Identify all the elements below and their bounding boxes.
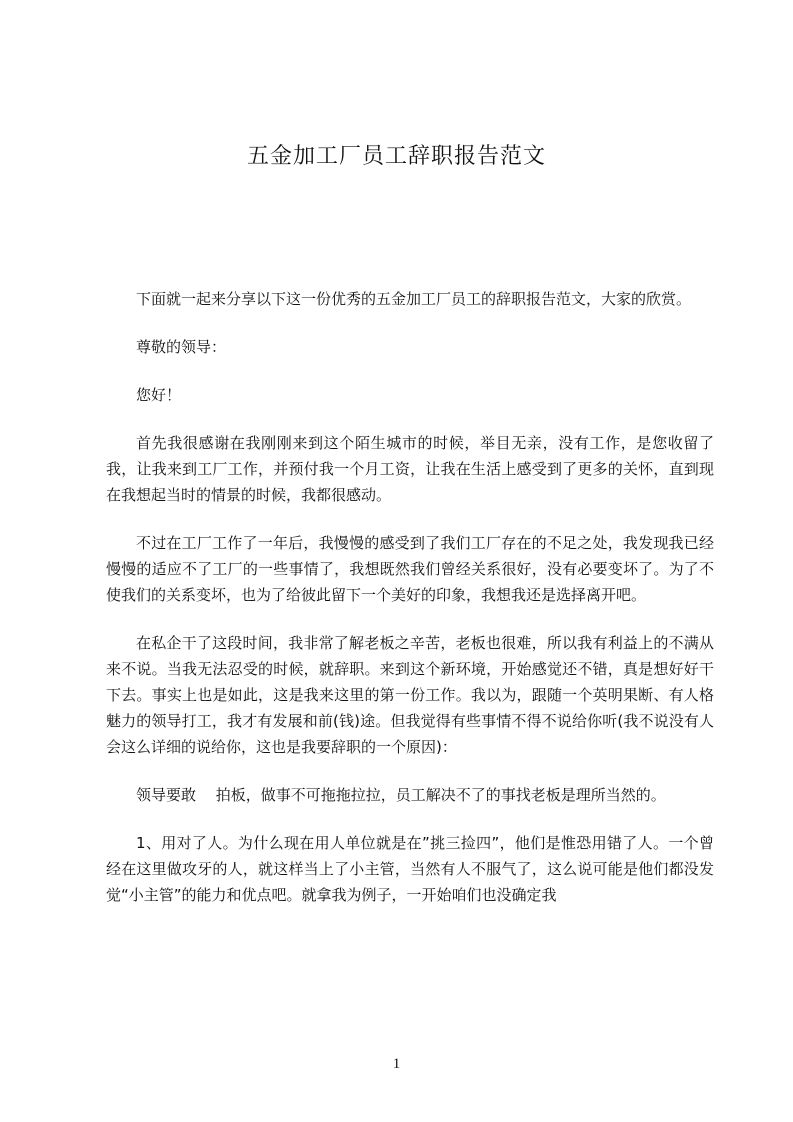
document-title: 五金加工厂员工辞职报告范文 — [246, 144, 546, 169]
paragraph-intro: 下面就一起来分享以下这一份优秀的五金加工厂员工的辞职报告范文，大家的欣赏。 — [136, 290, 692, 308]
paragraph-reason: 不过在工厂工作了一年后，我慢慢的感受到了我们工厂存在的不足之处，我发现我已经慢慢的适应不了工厂的一些事情了，我想既然我们曾经关系很好，没有必要变坏了。为了不使我们的关系变坏，也为了给彼此留下一个美好的印象，我想我还是选择离开吧。 — [106, 534, 714, 604]
page-number: 1 — [392, 1056, 401, 1072]
paragraph-greeting: 您好！ — [136, 386, 182, 404]
paragraph-experience: 在私企干了这段时间，我非常了解老板之辛苦，老板也很难，所以我有利益上的不满从来不说。当我无法忍受的时候，就辞职。来到这个新环境，开始感觉还不错，真是想好好干下去。事实上也是如此，这是我来这里的第一份工作。我以为，跟随一个英明果断、有人格魅力的领导打工，我才有发展和前(钱)途。但我觉得有些事情不得不说给你听(我不说没有人会这么详细的说给你，这也是我要辞职的一个原因)： — [106, 634, 714, 756]
paragraph-point-one: 1、用对了人。为什么现在用人单位就是在”挑三捡四”，他们是惟恐用错了人。一个曾经在这里做攻牙的人，就这样当上了小主管，当然有人不服气了，这么说可能是他们都没发觉“小主管”的能力和优点吧。就拿我为例子，一开始咱们也没确定我 — [106, 834, 714, 904]
paragraph-thanks: 首先我很感谢在我刚刚来到这个陌生城市的时候，举目无亲，没有工作，是您收留了我，让我来到工厂工作，并预付我一个月工资，让我在生活上感受到了更多的关怀，直到现在我想起当时的情景的时候，我都很感动。 — [106, 434, 714, 504]
document-body — [106, 286, 714, 908]
paragraph-salutation: 尊敬的领导： — [136, 338, 227, 356]
paragraph-leadership: 领导要敢 拍板，做事不可拖拖拉拉，员工解决不了的事找老板是理所当然的。 — [136, 786, 666, 804]
